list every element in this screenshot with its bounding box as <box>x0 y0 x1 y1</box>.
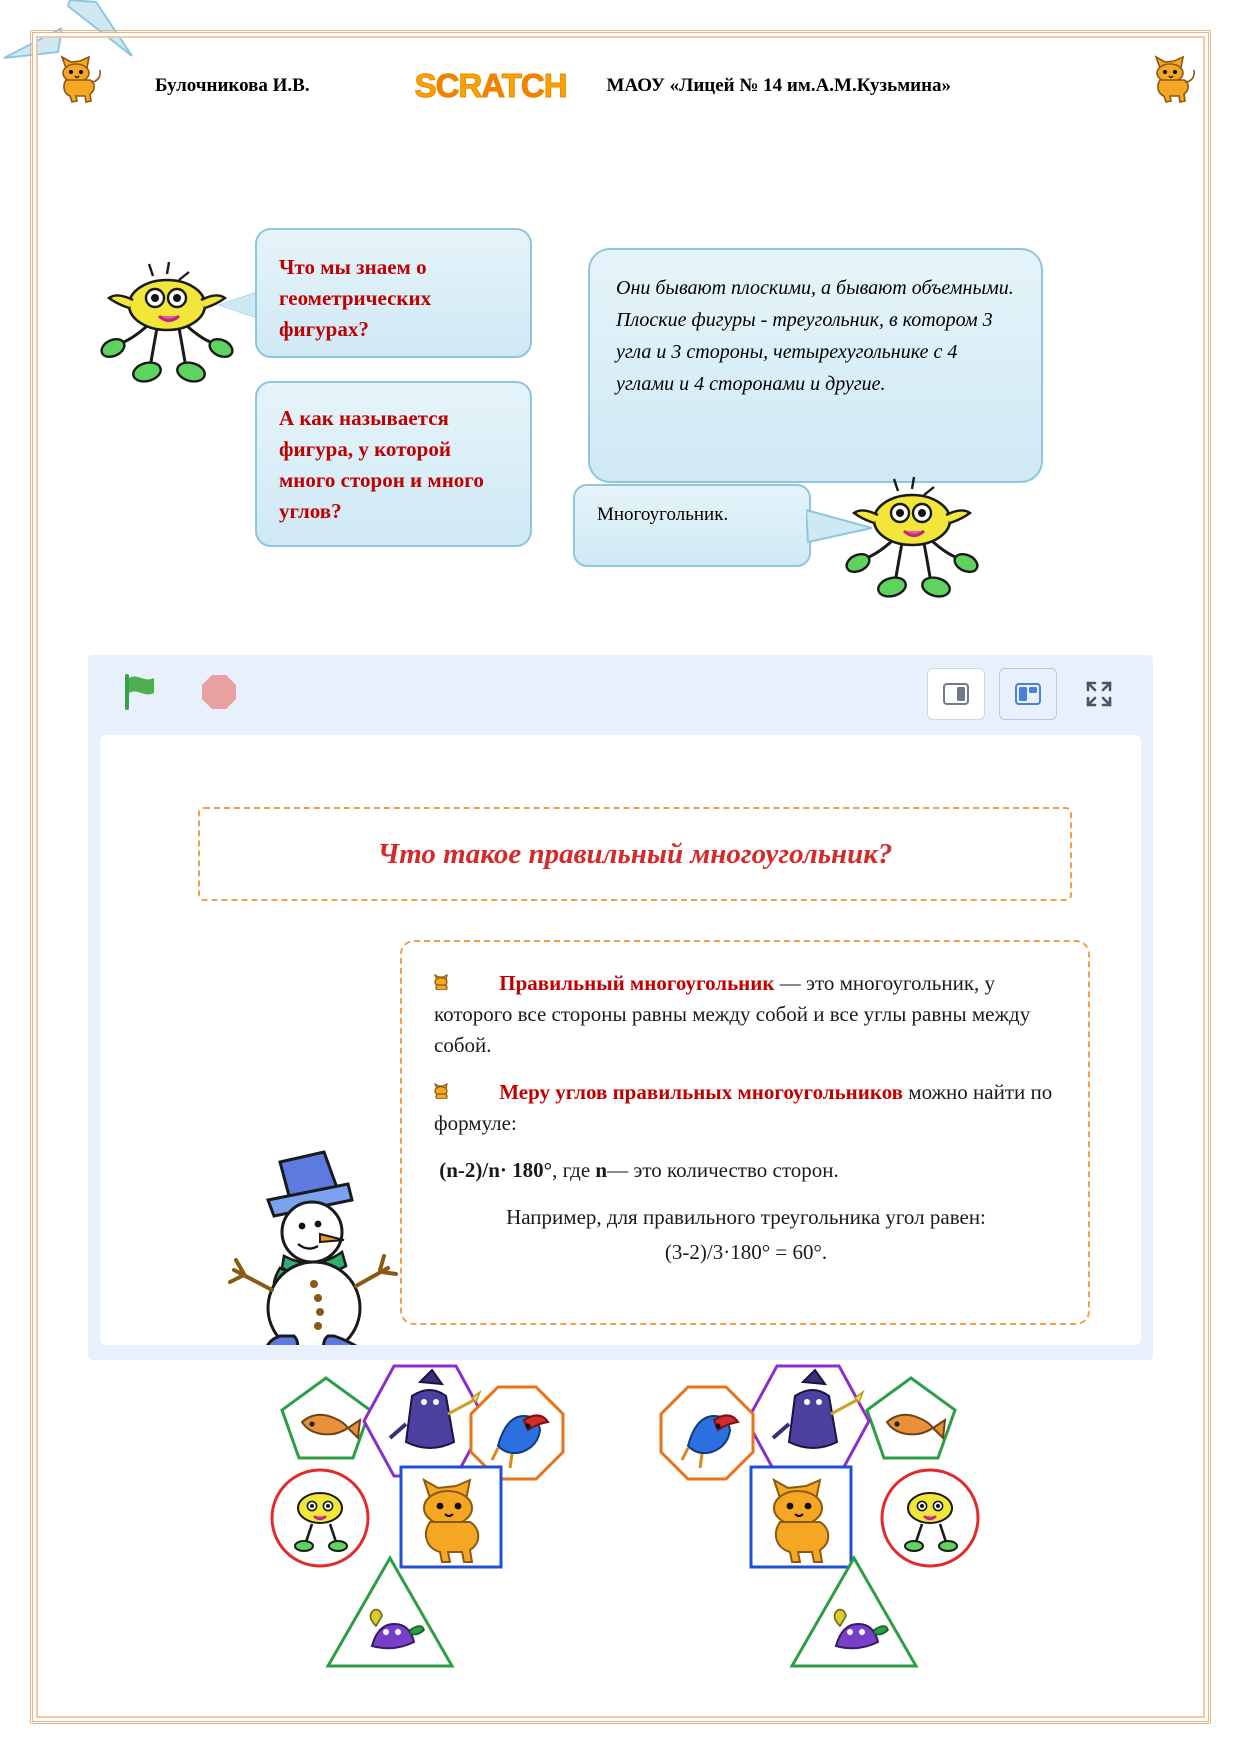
cat-bullet-icon <box>434 1077 460 1108</box>
header-school: МАОУ «Лицей № 14 им.А.М.Кузьмина» <box>606 75 952 96</box>
triangle-with-dragon-sprite[interactable] <box>324 1554 456 1675</box>
answer-2-text: Многоугольник. <box>597 504 729 525</box>
example-line-1: Например, для правильного треугольника угол равен: <box>506 1205 986 1229</box>
triangle-with-dragon-sprite[interactable] <box>788 1554 920 1675</box>
definition-rest-2: можно найти по формуле: <box>434 1080 1053 1135</box>
speech-bubble-answer-1 <box>588 248 1043 483</box>
scratch-stage-panel <box>88 655 1153 1360</box>
bubble-tail <box>0 18 62 60</box>
speech-bubble-question-1 <box>255 228 532 358</box>
pentagon-with-fish-sprite[interactable] <box>863 1374 959 1467</box>
scratch-logo: SCRATCH <box>414 67 567 104</box>
stage-canvas <box>100 735 1141 1345</box>
question-1-text: Что мы знаем о геометрических фигурах? <box>279 255 432 341</box>
example-line-2: (3-2)/3·180° = 60°. <box>664 1240 828 1264</box>
definition-rest-1: — это многоугольник, у которого все стороны равны между собой и все углы равны между собой. <box>434 971 1031 1057</box>
stage-toolbar <box>88 655 1153 733</box>
definition-paragraph-2 <box>434 1077 1058 1139</box>
octagon-with-parrot-sprite[interactable] <box>658 1384 756 1487</box>
gobo-character-right <box>840 475 980 615</box>
sprite-strip <box>88 1358 1153 1688</box>
formula-line <box>434 1155 1058 1186</box>
definition-term-1: Правильный многоугольник <box>499 971 775 995</box>
question-2-text: А как называется фигура, у которой много сторон и много углов? <box>279 406 484 523</box>
small-stage-layout-button[interactable] <box>927 668 985 720</box>
lesson-title-box <box>198 807 1072 901</box>
definition-box <box>400 940 1090 1325</box>
bubble-tail <box>66 0 136 60</box>
formula-tail: , где <box>552 1158 596 1182</box>
definition-term-2: Меру углов правильных многоугольников <box>499 1080 904 1104</box>
cat-bullet-icon <box>434 968 460 999</box>
lesson-title: Что такое правильный многоугольник? <box>377 837 893 870</box>
answer-1-text: Они бывают плоскими, а бывают объемными. Плоские фигуры - треугольник, в котором 3 угла и 3 стороны, четырехугольнике с 4 углами и 4 сторонами и другие. <box>616 277 1014 395</box>
bubble-tail <box>218 292 258 318</box>
gobo-character-left <box>95 260 235 400</box>
green-flag-icon[interactable] <box>120 672 160 717</box>
large-stage-layout-button[interactable] <box>999 668 1057 720</box>
fullscreen-button[interactable] <box>1071 669 1127 719</box>
snowman-sprite <box>228 1150 418 1350</box>
speech-bubble-answer-2 <box>573 484 811 567</box>
formula-main: (n-2)/n· 180° <box>439 1158 553 1182</box>
stage-layout-controls <box>927 668 1127 720</box>
formula-variable: n <box>595 1158 608 1182</box>
formula-tail-2: — это количество сторон. <box>607 1158 839 1182</box>
definition-paragraph-1 <box>434 968 1058 1061</box>
header-author: Булочникова И.В. <box>155 75 310 96</box>
page-header <box>60 52 1180 120</box>
speech-bubble-question-2 <box>255 381 532 547</box>
stop-sign-icon[interactable] <box>200 673 238 716</box>
